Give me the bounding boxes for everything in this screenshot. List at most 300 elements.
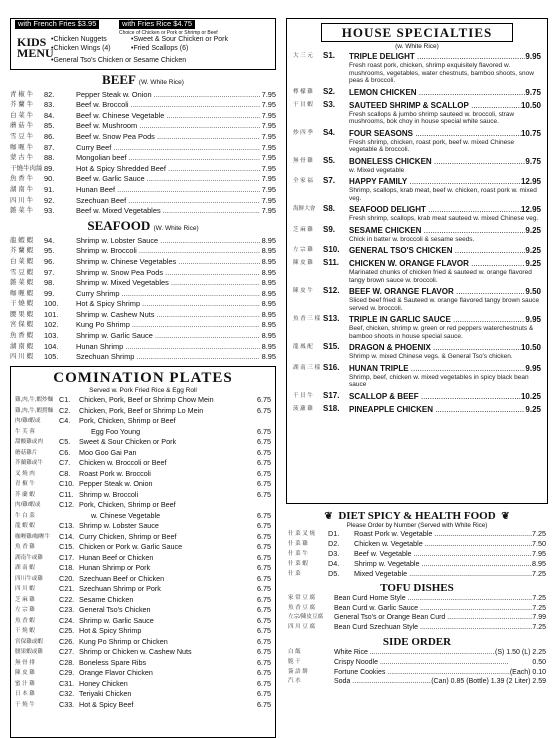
item-name: PINEAPPLE CHICKEN ..... — [349, 405, 525, 415]
kids-item: •General Tso's Chicken or Sesame Chicken — [51, 57, 187, 64]
item-ch: 汽 水 — [288, 678, 301, 685]
item-price: 0.50 — [532, 658, 546, 666]
item-price: 9.75 — [525, 87, 541, 97]
menu-row — [11, 532, 275, 543]
item-ch: 大 三 元 — [293, 53, 313, 59]
item-name: Chicken, Pork, Beef or Shrimp Chow Mein — [79, 395, 214, 405]
item-ch: 雪 豆 蝦 — [10, 268, 34, 276]
item-ch: 四川牛或雞 — [15, 575, 43, 582]
item-price: 9.25 — [525, 259, 541, 268]
item-ch: 白 菜 蝦 — [10, 257, 34, 265]
item-num: 94. — [44, 235, 55, 245]
menu-row — [11, 406, 275, 417]
combo-list — [11, 395, 275, 710]
item-description: Shrimp w. mixed Chinese vegs. & General Tso's chicken. — [349, 353, 513, 360]
item-num: 105. — [44, 352, 59, 362]
item-ch: 四 川 豆 腐 — [288, 623, 316, 630]
item-num: C10. — [59, 479, 75, 489]
item-num: 93. — [44, 206, 55, 216]
item-ch: 菠 蘿 雞 — [293, 405, 313, 412]
house-specialties-title: HOUSE SPECIALTIES — [321, 23, 513, 42]
item-num: S2. — [323, 86, 336, 96]
item-ch: 雞,肉,牛,蝦撈麵 — [15, 407, 54, 414]
menu-row — [10, 278, 276, 289]
item-price: 7.99 — [532, 614, 546, 622]
kids-menu-box — [10, 18, 276, 70]
item-ch: 陳 皮 雞 — [15, 670, 35, 677]
item-price: 6.75 — [257, 426, 271, 436]
menu-row — [10, 330, 276, 341]
item-title-line — [349, 364, 541, 374]
item-ch: 干燒牛肉絲 — [10, 164, 43, 172]
item-num: 87. — [44, 142, 55, 152]
item-name: CHICKEN W. ORANGE FLAVOR ..... — [349, 259, 525, 269]
item-price: 9.50 — [525, 287, 541, 296]
kids-fries-price: with French Fries $3.95 — [15, 20, 99, 29]
item-price: 6.75 — [257, 542, 271, 552]
diet-section-title: ❦ DIET SPICY & HEALTH FOOD ❦ — [286, 510, 548, 522]
menu-row — [11, 700, 275, 711]
item-price: 7.95 — [261, 206, 276, 216]
item-ch: 芝 麻 雞 — [15, 596, 35, 603]
item-ch: 宮 保 蝦 — [10, 321, 34, 329]
house-specialty-item — [287, 259, 547, 284]
item-price: 6.75 — [257, 689, 271, 699]
item-name: Hunan Beef ..... — [76, 185, 260, 195]
item-num: 100. — [44, 299, 59, 309]
item-price: 10.75 — [520, 128, 541, 138]
item-num: S13. — [323, 314, 340, 323]
item-price: 7.25 — [532, 604, 546, 612]
item-num: S9. — [323, 224, 336, 234]
item-name: SCALLOP & BEEF ..... — [349, 392, 521, 402]
item-ch: 無 骨 雞 — [293, 157, 313, 164]
item-name: General Tso's or Orange Bean Curd ..... — [334, 613, 532, 623]
item-name: Hunan Beef or Chicken — [79, 552, 154, 562]
item-price: 9.25 — [525, 404, 541, 414]
item-name: DRAGON & PHOENIX ..... — [349, 343, 521, 353]
item-num: C28. — [59, 657, 75, 667]
menu-row — [10, 352, 276, 363]
house-specialty-item — [287, 52, 547, 85]
item-ch: 陳 皮 牛 — [293, 288, 313, 294]
menu-row — [10, 142, 276, 153]
diet-subtitle: Please Order by Number (Served with White Rice) — [346, 522, 488, 529]
menu-row — [286, 529, 548, 539]
menu-row — [286, 648, 548, 658]
item-price: 7.95 — [261, 89, 276, 99]
item-price: 6.75 — [257, 510, 271, 520]
item-name: Crispy Noodle ..... — [334, 658, 532, 668]
item-price: 9.95 — [525, 363, 541, 373]
item-name: Beef w. Broccoli ..... — [76, 100, 260, 110]
item-name: Beef w. Mixed Vegetables ..... — [76, 206, 260, 216]
item-price: 6.75 — [257, 699, 271, 709]
item-ch: 白 菜 牛 — [10, 111, 34, 119]
item-name: Shrimp w. Garlic Sauce ..... — [76, 331, 260, 341]
menu-row — [10, 121, 276, 132]
item-name: Bean Curd Szechuan Style ..... — [334, 623, 532, 633]
menu-row — [286, 623, 548, 633]
menu-row — [286, 613, 548, 623]
item-name: Shrimp w. Vegetable ..... — [354, 559, 532, 569]
item-name: White Rice ..... — [334, 648, 495, 658]
menu-row — [10, 100, 276, 111]
item-price: 7.95 — [261, 142, 276, 152]
item-num: S7. — [323, 176, 336, 185]
item-num: C11. — [59, 489, 74, 499]
item-description: Fresh shrimp, scallops, krab meat sauteed w. mixed Chinese veg. — [349, 215, 539, 222]
item-ch: 什 菜 蝦 — [288, 561, 308, 567]
menu-row — [11, 574, 275, 585]
item-num: 84. — [44, 110, 55, 120]
item-ch: 雜 菜 牛 — [10, 207, 34, 215]
menu-row — [286, 677, 548, 687]
item-ch: 雞,肉,牛,蝦炒麵 — [15, 397, 54, 404]
item-name: General Tso's Chicken — [79, 605, 151, 615]
item-num: S18. — [323, 403, 340, 413]
item-num: S3. — [323, 99, 336, 109]
item-name: w. Chinese Vegetable — [91, 510, 161, 520]
item-name: TRIPLE IN GARLIC SAUCE ..... — [349, 315, 525, 325]
item-price: 7.95 — [261, 195, 276, 205]
item-title-line — [349, 177, 541, 187]
item-price: 7.95 — [261, 184, 276, 194]
item-ch: 湖 南 牛 — [10, 185, 34, 193]
item-num: 98. — [44, 278, 55, 288]
item-ch: 腰 果 蝦 — [10, 310, 34, 318]
item-num: D5. — [328, 569, 340, 578]
item-name: Pepper Steak w. Onion ..... — [76, 90, 260, 100]
item-name: Honey Chicken — [79, 678, 128, 688]
item-name: Teriyaki Chicken — [79, 689, 132, 699]
item-ch: 青 椒 牛 — [15, 481, 35, 488]
menu-row — [10, 299, 276, 310]
item-num: D2. — [328, 539, 340, 548]
item-ch: 雜 菜 蝦 — [10, 279, 34, 287]
item-price: 8.95 — [261, 309, 276, 319]
item-num: 91. — [44, 184, 55, 194]
item-price: 7.25 — [532, 529, 546, 538]
item-name: Shrimp w. Snow Pea Pods ..... — [76, 268, 260, 278]
combination-plates-box — [10, 366, 276, 738]
item-price: 8.95 — [261, 352, 276, 362]
menu-row — [10, 153, 276, 164]
item-num: C33. — [59, 699, 75, 709]
item-num: C22. — [59, 594, 75, 604]
item-price: 6.75 — [257, 521, 271, 531]
item-price: 6.75 — [257, 668, 271, 678]
menu-row — [10, 174, 276, 185]
menu-row — [10, 267, 276, 278]
item-num: C2. — [59, 405, 71, 415]
item-name: Boneless Spare Ribs — [79, 657, 147, 667]
item-price: 8.95 — [261, 256, 276, 266]
item-name: Mongolian beef ..... — [76, 153, 260, 163]
item-name: LEMON CHICKEN ..... — [349, 88, 525, 98]
item-num: D1. — [328, 529, 340, 538]
item-num: 103. — [44, 331, 59, 341]
item-name: Szechuan Beef ..... — [76, 196, 260, 206]
item-price: 12.95 — [520, 177, 541, 186]
menu-row — [11, 395, 275, 406]
item-num: C4. — [59, 416, 71, 426]
item-ch: 干 燒 蝦 — [10, 300, 34, 308]
menu-row — [10, 89, 276, 100]
menu-row — [286, 658, 548, 668]
item-ch: 日 本 雞 — [15, 691, 35, 698]
item-price: 8.95 — [261, 235, 276, 245]
item-name: Curry Shrimp ..... — [76, 289, 260, 299]
item-name: Hot & Spicy Shrimp — [79, 626, 142, 636]
item-name: Sesame Chicken — [79, 594, 134, 604]
item-name: Beef w. Snow Pea Pods ..... — [76, 132, 260, 142]
item-ch: 檸 檬 雞 — [293, 88, 313, 95]
item-name: TRIPLE DELIGHT ..... — [349, 52, 525, 62]
item-name: SEAFOOD DELIGHT ..... — [349, 205, 521, 215]
item-price: 6.75 — [257, 405, 271, 415]
item-num: C17. — [59, 552, 75, 562]
side-order-title: SIDE ORDER — [382, 636, 452, 649]
item-num: 85. — [44, 121, 55, 131]
menu-row — [10, 341, 276, 352]
item-name: BONELESS CHICKEN ..... — [349, 157, 525, 167]
item-price: 10.50 — [520, 343, 541, 352]
menu-row — [11, 679, 275, 690]
item-price: 7.95 — [261, 121, 276, 131]
item-name: Shrimp w. Lobster Sauce ..... — [76, 236, 260, 246]
item-ch: 咖喱雞/咖喱牛 — [15, 533, 51, 540]
house-specialty-item — [287, 226, 547, 244]
item-price: 6.75 — [257, 437, 271, 447]
item-price: 9.25 — [525, 225, 541, 235]
item-name: Szechuan Beef or Chicken — [79, 573, 165, 583]
menu-row — [10, 235, 276, 246]
menu-row — [11, 469, 275, 480]
item-price: 6.75 — [257, 552, 271, 562]
item-num: 101. — [44, 309, 59, 319]
item-ch: 干 燒 蝦 — [15, 628, 35, 635]
item-price: 8.95 — [261, 320, 276, 330]
item-name: Shrimp w. Broccoli ..... — [76, 246, 260, 256]
menu-row — [286, 594, 548, 604]
menu-row — [286, 549, 548, 559]
item-title-line — [349, 315, 541, 325]
item-num: C18. — [59, 563, 75, 573]
item-ch: 無 骨 排 — [15, 659, 35, 666]
item-description: Fresh scallops & jumbo shrimp sauteed w. broccoli, straw mushrooms, bok choy in house special white sauce. — [349, 110, 515, 125]
item-price: 12.95 — [520, 205, 541, 214]
menu-row — [11, 500, 275, 511]
menu-row — [10, 206, 276, 217]
item-num: C31. — [59, 678, 75, 688]
menu-row — [11, 437, 275, 448]
item-ch: 簽 語 餅 — [288, 668, 308, 675]
kids-item: •Fried Scallops (6) — [131, 44, 189, 52]
item-ch: 蘑菇雞片 — [15, 449, 38, 456]
leaf-ornament-icon: ❦ — [501, 511, 510, 522]
item-price: 6.75 — [257, 563, 271, 573]
item-num: S17. — [323, 390, 340, 400]
item-ch: 芝 麻 雞 — [293, 226, 313, 233]
item-num — [59, 511, 79, 522]
item-price: 9.95 — [525, 315, 541, 324]
beef-section-title: BEEF (W. White Rice) — [102, 72, 184, 87]
item-num: D4. — [328, 559, 340, 568]
item-num: 90. — [44, 174, 55, 184]
menu-row — [11, 511, 275, 522]
item-price: 8.95 — [261, 267, 276, 277]
item-num: C15. — [59, 542, 75, 552]
item-name: Egg Foo Young — [91, 426, 141, 436]
menu-row — [11, 416, 275, 427]
item-ch: 肉/雞/蝦或 — [15, 502, 41, 509]
item-ch: 海鮮大會 — [293, 206, 316, 212]
item-title-line — [349, 226, 541, 236]
item-name: Roast Pork w. Broccoli — [79, 468, 151, 478]
item-num: C20. — [59, 573, 75, 583]
menu-row — [10, 163, 276, 174]
item-num: C29. — [59, 668, 75, 678]
item-ch: 湖 南 蝦 — [10, 342, 34, 350]
item-price: 7.95 — [261, 163, 276, 173]
item-ch: 干 燒 牛 — [15, 701, 35, 708]
item-ch: 什 菜 雞 — [288, 541, 308, 547]
item-name: Beef w. Vegetable ..... — [354, 549, 532, 559]
menu-row — [10, 256, 276, 267]
item-num: C24. — [59, 615, 75, 625]
item-ch: 牛 白 菜 — [15, 512, 35, 519]
item-name: Hot & Spicy Beef — [79, 699, 134, 709]
item-num: C14. — [59, 531, 75, 541]
menu-row — [286, 559, 548, 569]
item-ch: 腰果蝦或雞 — [15, 649, 43, 656]
item-name: Chicken w. Broccoli or Beef — [79, 458, 167, 468]
item-num: S12. — [323, 286, 340, 295]
seafood-list — [10, 235, 276, 362]
item-num: 97. — [44, 267, 55, 277]
combination-served-note: Served w. Pork Fried Rice & Egg Roll — [89, 387, 197, 395]
menu-row — [286, 604, 548, 614]
item-name: Hot & Spicy Shredded Beef ..... — [76, 164, 260, 174]
menu-row — [10, 110, 276, 121]
item-price: 6.75 — [257, 647, 271, 657]
item-description: Beef, chicken, shrimp w. green or red peppers waterchestnuts & bamboo shoots in house special sauce. — [349, 325, 534, 340]
item-price: 6.75 — [257, 594, 271, 604]
menu-row — [11, 479, 275, 490]
house-specialty-item — [287, 177, 547, 202]
item-num: C8. — [59, 468, 71, 478]
leaf-ornament-icon: ❦ — [324, 511, 333, 522]
item-description: Sliced beef fried & Sauteed w. orange flavored tangy brown sauce served w. broccoli. — [349, 297, 540, 312]
item-price: 6.75 — [257, 395, 271, 405]
kids-fries-rice-price: with Fries Rice $4.75 — [119, 20, 195, 29]
item-ch: 芥 蘭 蝦 — [10, 247, 34, 255]
item-title-line — [349, 88, 541, 98]
item-ch: 蜜 汁 雞 — [15, 680, 35, 687]
item-title-line — [349, 259, 541, 269]
item-price: 8.95 — [261, 299, 276, 309]
menu-row — [11, 637, 275, 648]
house-list — [287, 52, 547, 415]
menu-row — [11, 458, 275, 469]
menu-row — [11, 658, 275, 669]
item-ch: 魚 香 蝦 — [10, 332, 34, 340]
item-ch: 魚 香 豆 腐 — [288, 604, 316, 611]
item-ch: 芥 蘭 牛 — [10, 101, 34, 109]
item-num: 86. — [44, 131, 55, 141]
item-price: 7.25 — [532, 623, 546, 631]
item-ch: 魚 香 三 樣 — [293, 316, 321, 322]
item-ch: 芥 蘭 蝦 — [15, 491, 35, 498]
house-specialty-item — [287, 88, 547, 98]
item-ch: 叉 燒 肉 — [15, 470, 35, 477]
item-ch: 魚 香 雞 — [15, 544, 35, 551]
menu-row — [11, 668, 275, 679]
item-num: C21. — [59, 584, 75, 594]
item-name: BEEF W. ORANGE FLAVOR ..... — [349, 287, 525, 297]
item-name: Kung Po Shrimp or Chicken — [79, 636, 168, 646]
menu-row — [10, 131, 276, 142]
item-name: Hot & Spicy Shrimp ..... — [76, 299, 260, 309]
item-price: 7.95 — [261, 131, 276, 141]
kids-item: •Chicken Wings (4) — [51, 44, 111, 52]
menu-row — [11, 553, 275, 564]
item-name: Shrimp w. Mixed Vegetables ..... — [76, 278, 260, 288]
menu-row — [11, 563, 275, 574]
item-name: Pepper Steak w. Onion — [79, 479, 153, 489]
item-ch: 咖 喱 蝦 — [10, 289, 34, 297]
diet-list — [286, 529, 548, 579]
item-num: C7. — [59, 458, 71, 468]
item-ch: 甜酸雞或肉 — [15, 439, 43, 446]
item-name: HAPPY FAMILY ..... — [349, 177, 521, 187]
item-ch: 蘑 菇 牛 — [10, 122, 34, 130]
item-name: Shrimp w. Lobster Sauce — [79, 521, 159, 531]
item-num: D3. — [328, 549, 340, 558]
item-price: 6.75 — [257, 489, 271, 499]
item-title-line — [349, 205, 541, 215]
menu-row — [10, 184, 276, 195]
item-title-line — [349, 157, 541, 167]
house-specialty-item — [287, 246, 547, 256]
tofu-list — [286, 594, 548, 632]
item-ch: 左 宗 雞 — [15, 607, 35, 614]
menu-row — [10, 288, 276, 299]
item-ch: 干 貝 蝦 — [293, 101, 313, 108]
item-name: Shrimp w. Garlic Sauce — [79, 615, 154, 625]
menu-row — [11, 448, 275, 459]
item-name: SESAME CHICKEN ..... — [349, 226, 525, 236]
item-price: 8.95 — [261, 341, 276, 351]
menu-row — [11, 521, 275, 532]
house-specialty-item — [287, 392, 547, 402]
item-price: (Can) 0.85 (Bottle) 1.39 (2 Liter) 2.59 — [431, 678, 546, 686]
item-num: 83. — [44, 100, 55, 110]
house-specialty-item — [287, 205, 547, 223]
menu-row — [11, 542, 275, 553]
item-title-line — [349, 392, 541, 402]
house-specialty-item — [287, 343, 547, 361]
menu-row — [11, 626, 275, 637]
item-name: Chicken w. Vegetable ..... — [354, 539, 532, 549]
item-name: Sweet & Sour Chicken or Pork — [79, 437, 177, 447]
item-price: 9.25 — [525, 246, 541, 255]
menu-row — [11, 616, 275, 627]
item-name: Chicken, Pork, Beef or Shrimp Lo Mein — [79, 405, 204, 415]
item-num: S11. — [323, 258, 340, 267]
right-column — [286, 18, 548, 687]
